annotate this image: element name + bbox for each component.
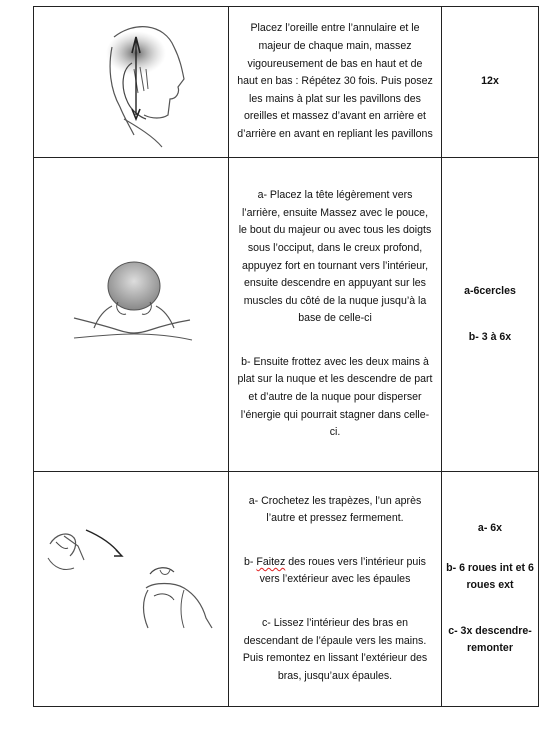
illustration-cell: [34, 472, 229, 707]
instruction-cell: [229, 7, 442, 158]
shoulder-massage-illustration-icon: [34, 472, 228, 706]
instruction-cell: [229, 158, 442, 472]
ear-massage-illustration-icon: [34, 7, 228, 157]
instruction-text: Placez l’oreille entre l’annulaire et le majeur de chaque main, massez vigoureusement de bas en haut et de haut en bas : Répétez 30 fois. Puis posez les mains à plat sur les pavillons des oreilles et massez d’avant en arrière et d’arrière en avant en repliant les pavillons: [237, 22, 433, 140]
spellcheck-word: Faitez: [256, 555, 286, 568]
exercise-table: [33, 6, 539, 707]
repetitions-cell: [442, 7, 539, 158]
instruction-cell: [229, 472, 442, 707]
illustration-cell: [34, 7, 229, 158]
repetitions-cell: [442, 472, 539, 707]
illustration-cell: [34, 158, 229, 472]
instruction-text-a: a- Placez la tête légèrement vers l’arrière, ensuite Massez avec le pouce, le bout du majeur ou avec tous les doigts sous l’occiput, dans le creux profond, appuyez fort en tournant vers l’intérieur, ensuite descendre en appuyant sur les muscles du côté de la nuque jusqu’à la base de celle-ci: [238, 189, 432, 325]
instruction-text-b: [237, 554, 433, 589]
repetitions-cell: [442, 158, 539, 472]
instruction-text-a: a- Crochetez les trapèzes, l’un après l’autre et pressez fermement.: [248, 494, 422, 525]
repetitions-value-b: b- 3 à 6x: [468, 330, 512, 343]
repetitions-value-b: b- 6 roues int et 6 roues ext: [446, 561, 534, 592]
table-row: [34, 7, 539, 158]
repetitions-value-c: c- 3x descendre-remonter: [448, 624, 532, 655]
repetitions-value: 12x: [481, 75, 499, 88]
instruction-text-b-prefix: b-: [244, 555, 257, 568]
instruction-text-c: c- Lissez l’intérieur des bras en descendant de l’épaule vers les mains. Puis remontez en lissant l’extérieur des bras, jusqu’aux épaules.: [242, 617, 428, 682]
neck-massage-illustration-icon: [34, 158, 228, 471]
table-row: [34, 158, 539, 472]
instruction-text-b: b- Ensuite frottez avec les deux mains à plat sur la nuque et les descendre de part et d’autre de la nuque pour disperser l’énergie qui pourrait stagner dans celle-ci.: [237, 355, 433, 439]
repetitions-value-a: a- 6x: [477, 522, 503, 535]
table-row: [34, 472, 539, 707]
instruction-text-b-rest: des roues vers l’intérieur puis vers l’extérieur avec les épaules: [259, 555, 426, 586]
repetitions-value-a: a-6cercles: [464, 284, 516, 297]
